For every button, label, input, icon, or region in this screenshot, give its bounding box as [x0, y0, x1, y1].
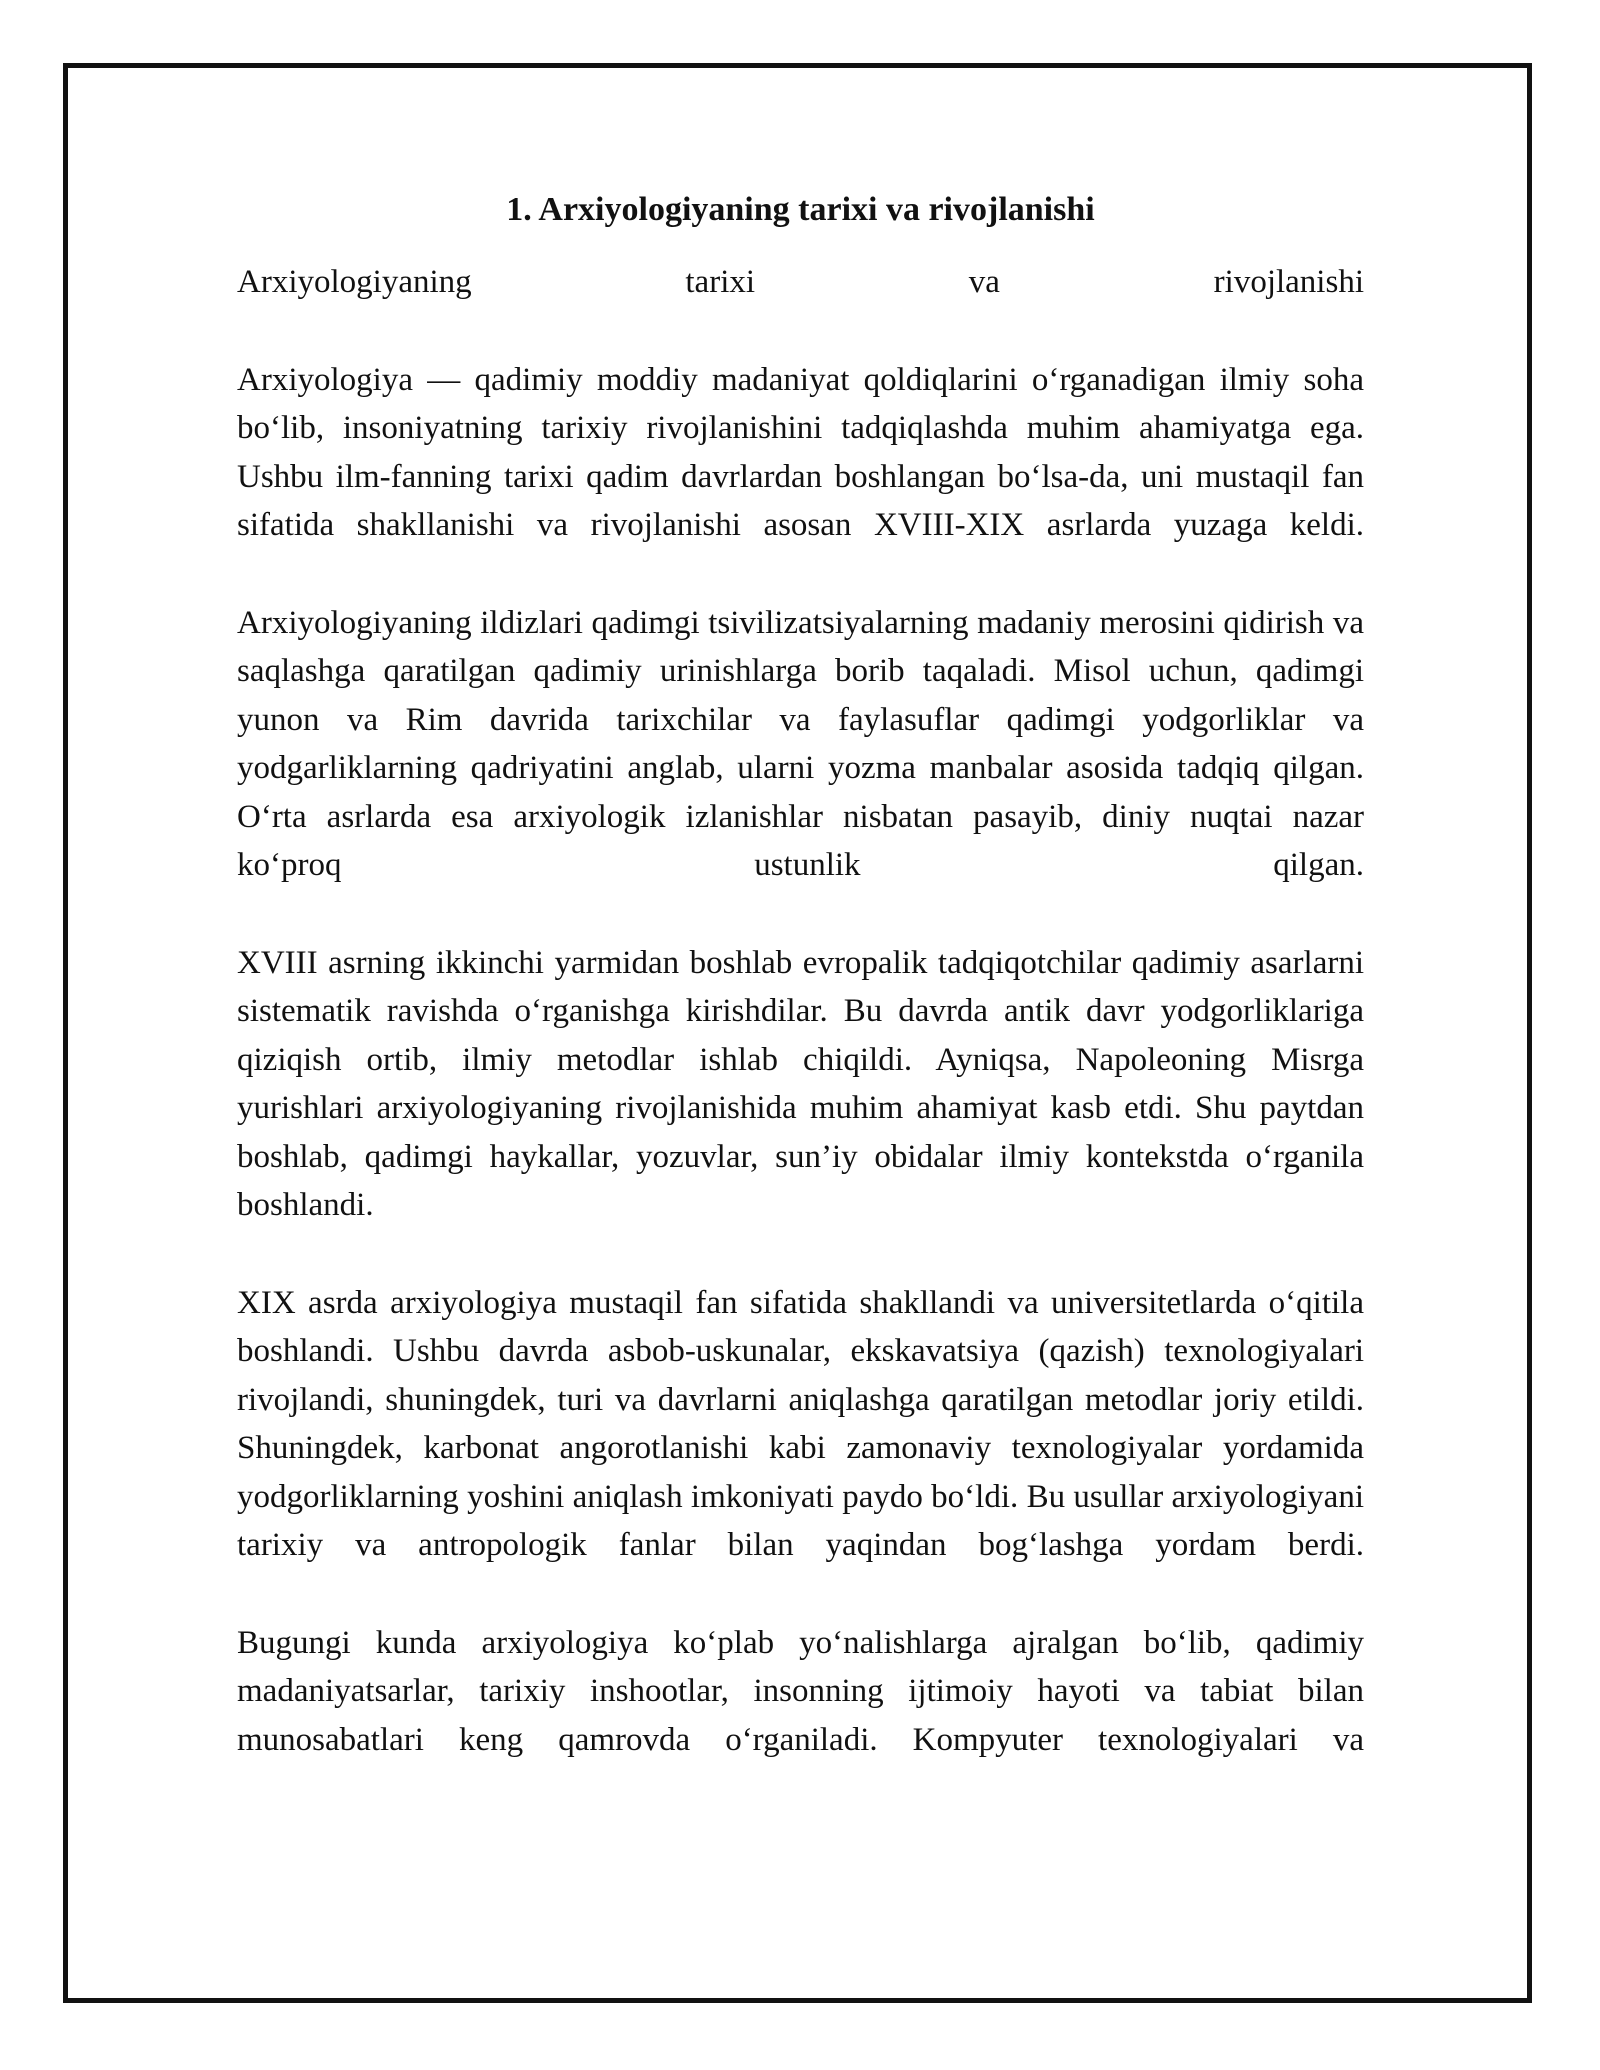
paragraph-2: Arxiyologiyaning ildizlari qadimgi tsivilizatsiyalarning madaniy merosini qidirish va saqlashga qaratilgan qadimiy urinishlarga borib taqaladi. Misol uchun, qadimgi yunon va Rim davrida tarixchilar va faylasuflar qadimgi yodgorliklar va yodgarliklarning qadriyatini anglab, ularni yozma manbalar asosida tadqiq qilgan. Oʻrta asrlarda esa arxiyologik izlanishlar nisbatan pasayib, diniy nuqtai nazar koʻproq ustunlik qilgan.: [237, 604, 1364, 883]
document-subtitle: Arxiyologiyaning tarixi va rivojlanishi: [237, 264, 1364, 300]
paragraph-3: XVIII asrning ikkinchi yarmidan boshlab evropalik tadqiqotchilar qadimiy asarlarni sistematik ravishda oʻrganishga kirishdilar. Bu davrda antik davr yodgorliklariga qiziqish ortib, ilmiy metodlar ishlab chiqildi. Ayniqsa, Napoleoning Misrga yurishlari arxiyologiyaning rivojlanishida muhim ahamiyat kasb etdi. Shu paytdan boshlab, qadimgi haykallar, yozuvlar, sun’iy obidalar ilmiy kontekstda oʻrganila boshlandi.: [237, 944, 1364, 1223]
paragraph-5: Bugungi kunda arxiyologiya koʻplab yoʻnalishlarga ajralgan boʻlib, qadimiy madaniyatsarlar, tarixiy inshootlar, insonning ijtimoiy hayoti va tabiat bilan munosabatlari keng qamrovda oʻrganiladi. Kompyuter texnologiyalari va: [237, 1624, 1364, 1758]
paragraph-4: XIX asrda arxiyologiya mustaqil fan sifatida shakllandi va universitetlarda oʻqitila boshlandi. Ushbu davrda asbob-uskunalar, ekskavatsiya (qazish) texnologiyalari rivojlandi, shuningdek, turi va davrlarni aniqlashga qaratilgan metodlar joriy etildi. Shuningdek, karbonat angorotlanishi kabi zamonaviy texnologiyalar yordamida yodgorliklarning yoshini aniqlash imkoniyati paydo boʻldi. Bu usullar arxiyologiyani tarixiy va antropologik fanlar bilan yaqindan bogʻlashga yordam berdi.: [237, 1284, 1364, 1563]
document-title: 1. Arxiyologiyaning tarixi va rivojlanishi: [506, 191, 1095, 228]
document-body: [237, 186, 1364, 1764]
paragraph-1: Arxiyologiya — qadimiy moddiy madaniyat qoldiqlarini oʻrganadigan ilmiy soha boʻlib, insoniyatning tarixiy rivojlanishini tadqiqlashda muhim ahamiyatga ega. Ushbu ilm-fanning tarixi qadim davrlardan boshlangan boʻlsa-da, uni mustaqil fan sifatida shakllanishi va rivojlanishi asosan XVIII-XIX asrlarda yuzaga keldi.: [237, 361, 1364, 543]
